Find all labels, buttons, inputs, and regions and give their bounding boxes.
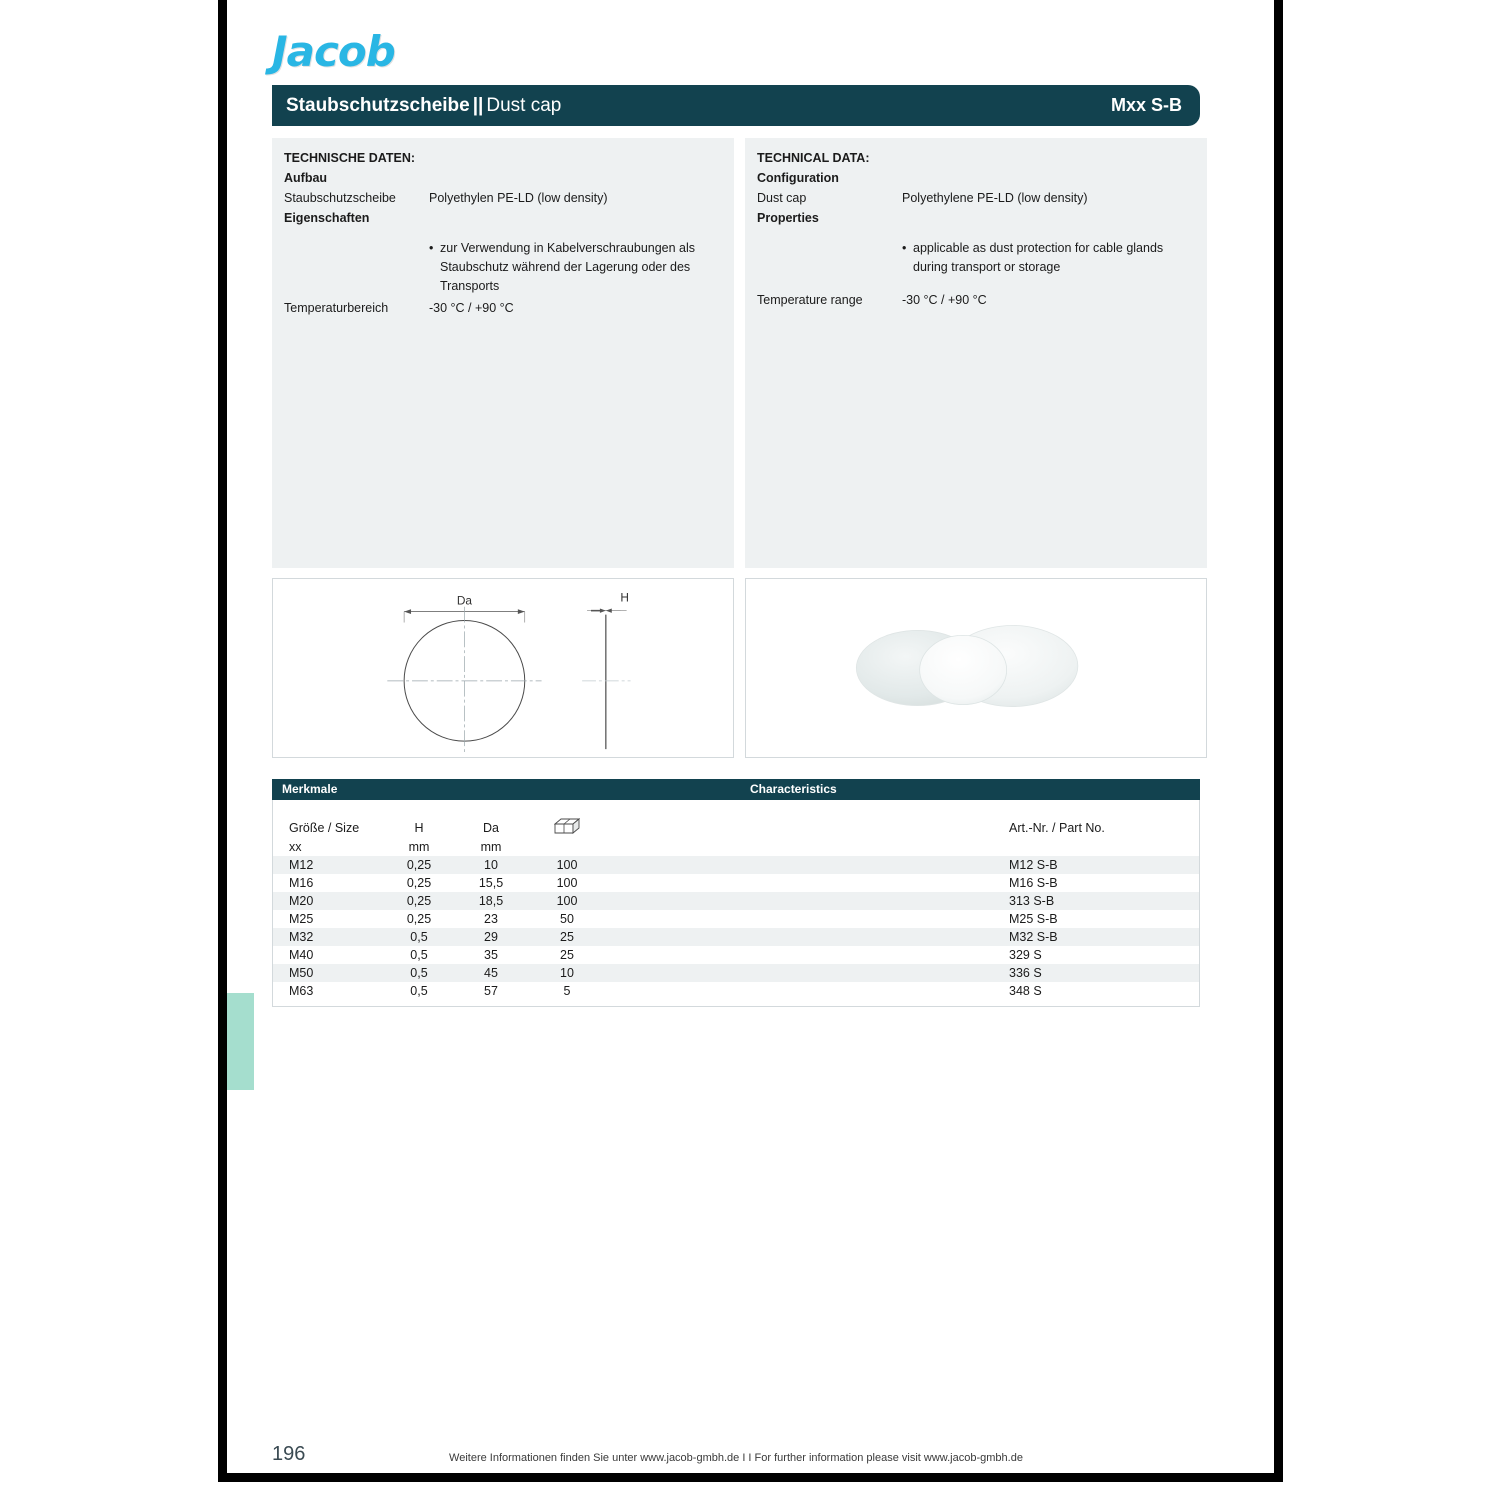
product-title-en: Dust cap: [486, 94, 562, 116]
table-header-da: Da: [483, 820, 499, 835]
table-cell-da: 57: [484, 984, 498, 998]
technical-drawing: [273, 579, 733, 757]
tech-material-row-de: [284, 188, 722, 208]
tech-heading-en: TECHNICAL DATA:: [757, 151, 870, 165]
table-cell-da: 45: [484, 966, 498, 980]
table-units-h: mm: [408, 839, 430, 854]
product-title-bar: [272, 85, 1200, 126]
table-header-spacer: [273, 800, 1199, 818]
table-cell-h: 0,5: [410, 930, 428, 944]
jacob-logo-text: Jacob: [272, 27, 395, 76]
table-row: [273, 982, 1199, 1000]
table-cell-h: 0,25: [406, 858, 432, 872]
table-units-da: mm: [480, 839, 502, 854]
table-cell-h: 0,5: [410, 984, 428, 998]
table-cell-part-no: 336 S: [1009, 966, 1042, 980]
table-cell-da: 18,5: [478, 894, 504, 908]
table-cell-part-no: M32 S-B: [1009, 930, 1058, 944]
tech-subheading-configuration-en: Configuration: [757, 171, 839, 185]
table-header-part-no: Art.-Nr. / Part No.: [1009, 820, 1105, 835]
table-row: [273, 946, 1199, 964]
technical-drawing-panel: [272, 578, 734, 758]
tech-temperature-value-de: -30 °C / +90 °C: [429, 301, 514, 315]
dimension-label-da: Da: [456, 593, 473, 608]
tech-temperature-label-de: Temperaturbereich: [284, 301, 389, 315]
specifications-table: [272, 800, 1200, 1007]
tech-bullet-item: • applicable as dust protection for cable glands during transport or storage: [902, 239, 1195, 277]
product-title-de: Staubschutzscheibe: [286, 94, 470, 116]
tech-bullets-en: [902, 239, 1195, 277]
table-cell-da: 35: [484, 948, 498, 962]
table-header-h: H: [414, 820, 424, 835]
table-units-size: xx: [289, 839, 302, 854]
tech-subheading-properties-en: Properties: [757, 211, 819, 225]
table-cell-size: M50: [289, 966, 314, 980]
jacob-logo: [272, 28, 452, 76]
disc-center: [920, 635, 1007, 704]
table-cell-size: M12: [289, 858, 314, 872]
table-units-row: [273, 837, 1199, 856]
product-photo: [746, 579, 1206, 757]
product-code: Mxx S-B: [1110, 95, 1182, 115]
table-header-size: Größe / Size: [289, 820, 360, 835]
table-cell-h: 0,25: [406, 912, 432, 926]
tech-temperature-label-en: Temperature range: [757, 293, 863, 307]
tech-bullets-de: [429, 239, 722, 296]
table-cell-part-no: M12 S-B: [1009, 858, 1058, 872]
table-cell-h: 0,5: [410, 966, 428, 980]
table-cell-size: M40: [289, 948, 314, 962]
tech-temperature-value-en: -30 °C / +90 °C: [902, 293, 987, 307]
table-cell-h: 0,25: [406, 894, 432, 908]
table-cell-packaging: 25: [560, 948, 574, 962]
table-cell-size: M25: [289, 912, 314, 926]
tech-temperature-row-en: [757, 290, 1195, 310]
table-cell-packaging: 5: [563, 984, 571, 998]
footer-note: Weitere Informationen finden Sie unter www.jacob-gmbh.de I I For further information please visit www.jacob-gmbh.de: [449, 1452, 1023, 1464]
characteristics-label-de: Merkmale: [282, 782, 338, 796]
product-title: [286, 95, 561, 117]
tech-material-value-de: Polyethylen PE-LD (low density): [429, 191, 608, 205]
tech-bullet-item: • zur Verwendung in Kabelverschraubungen als Staubschutz während der Lagerung oder des Transports: [429, 239, 722, 296]
table-cell-part-no: 348 S: [1009, 984, 1042, 998]
table-cell-packaging: 100: [556, 894, 578, 908]
characteristics-bar: [272, 779, 1200, 800]
product-photo-panel: [745, 578, 1207, 758]
technical-data-panel-de: [272, 138, 734, 568]
tech-spacer2-en: [757, 279, 1195, 290]
table-cell-part-no: 329 S: [1009, 948, 1042, 962]
table-cell-part-no: M16 S-B: [1009, 876, 1058, 890]
tech-heading-de: TECHNISCHE DATEN:: [284, 151, 416, 165]
table-row: [273, 874, 1199, 892]
table-cell-da: 23: [484, 912, 498, 926]
tech-spacer-de: [284, 228, 722, 239]
tech-subheading-properties-de: Eigenschaften: [284, 211, 370, 225]
table-header-row: [273, 818, 1199, 837]
box-icon: [554, 818, 580, 838]
table-cell-da: 15,5: [478, 876, 504, 890]
tech-material-label-de: Staubschutzscheibe: [284, 191, 396, 205]
tech-material-row-en: [757, 188, 1195, 208]
tech-spacer-en: [757, 228, 1195, 239]
technical-data-panel-en: [745, 138, 1207, 568]
table-cell-h: 0,25: [406, 876, 432, 890]
table-cell-da: 10: [484, 858, 498, 872]
table-cell-packaging: 100: [556, 876, 578, 890]
title-separator: ||: [472, 94, 484, 116]
table-cell-packaging: 100: [556, 858, 578, 872]
table-cell-part-no: M25 S-B: [1009, 912, 1058, 926]
table-body: [273, 856, 1199, 1000]
table-header-packaging: [527, 818, 607, 838]
table-row: [273, 928, 1199, 946]
page-number: 196: [272, 1443, 306, 1465]
dimension-label-h: H: [620, 590, 629, 605]
table-cell-size: M20: [289, 894, 314, 908]
table-cell-packaging: 10: [560, 966, 574, 980]
table-row: [273, 856, 1199, 874]
table-cell-part-no: 313 S-B: [1009, 894, 1055, 908]
table-cell-size: M32: [289, 930, 314, 944]
table-cell-size: M63: [289, 984, 314, 998]
table-cell-h: 0,5: [410, 948, 428, 962]
table-cell-packaging: 50: [560, 912, 574, 926]
table-cell-packaging: 25: [560, 930, 574, 944]
table-row: [273, 910, 1199, 928]
characteristics-label-en: Characteristics: [750, 782, 837, 796]
tech-material-label-en: Dust cap: [757, 191, 807, 205]
table-row: [273, 964, 1199, 982]
side-index-tab: [227, 993, 254, 1090]
tech-material-value-en: Polyethylene PE-LD (low density): [902, 191, 1088, 205]
tech-temperature-row-de: [284, 298, 722, 318]
table-row: [273, 892, 1199, 910]
table-cell-size: M16: [289, 876, 314, 890]
table-cell-da: 29: [484, 930, 498, 944]
tech-subheading-configuration-de: Aufbau: [284, 171, 328, 185]
